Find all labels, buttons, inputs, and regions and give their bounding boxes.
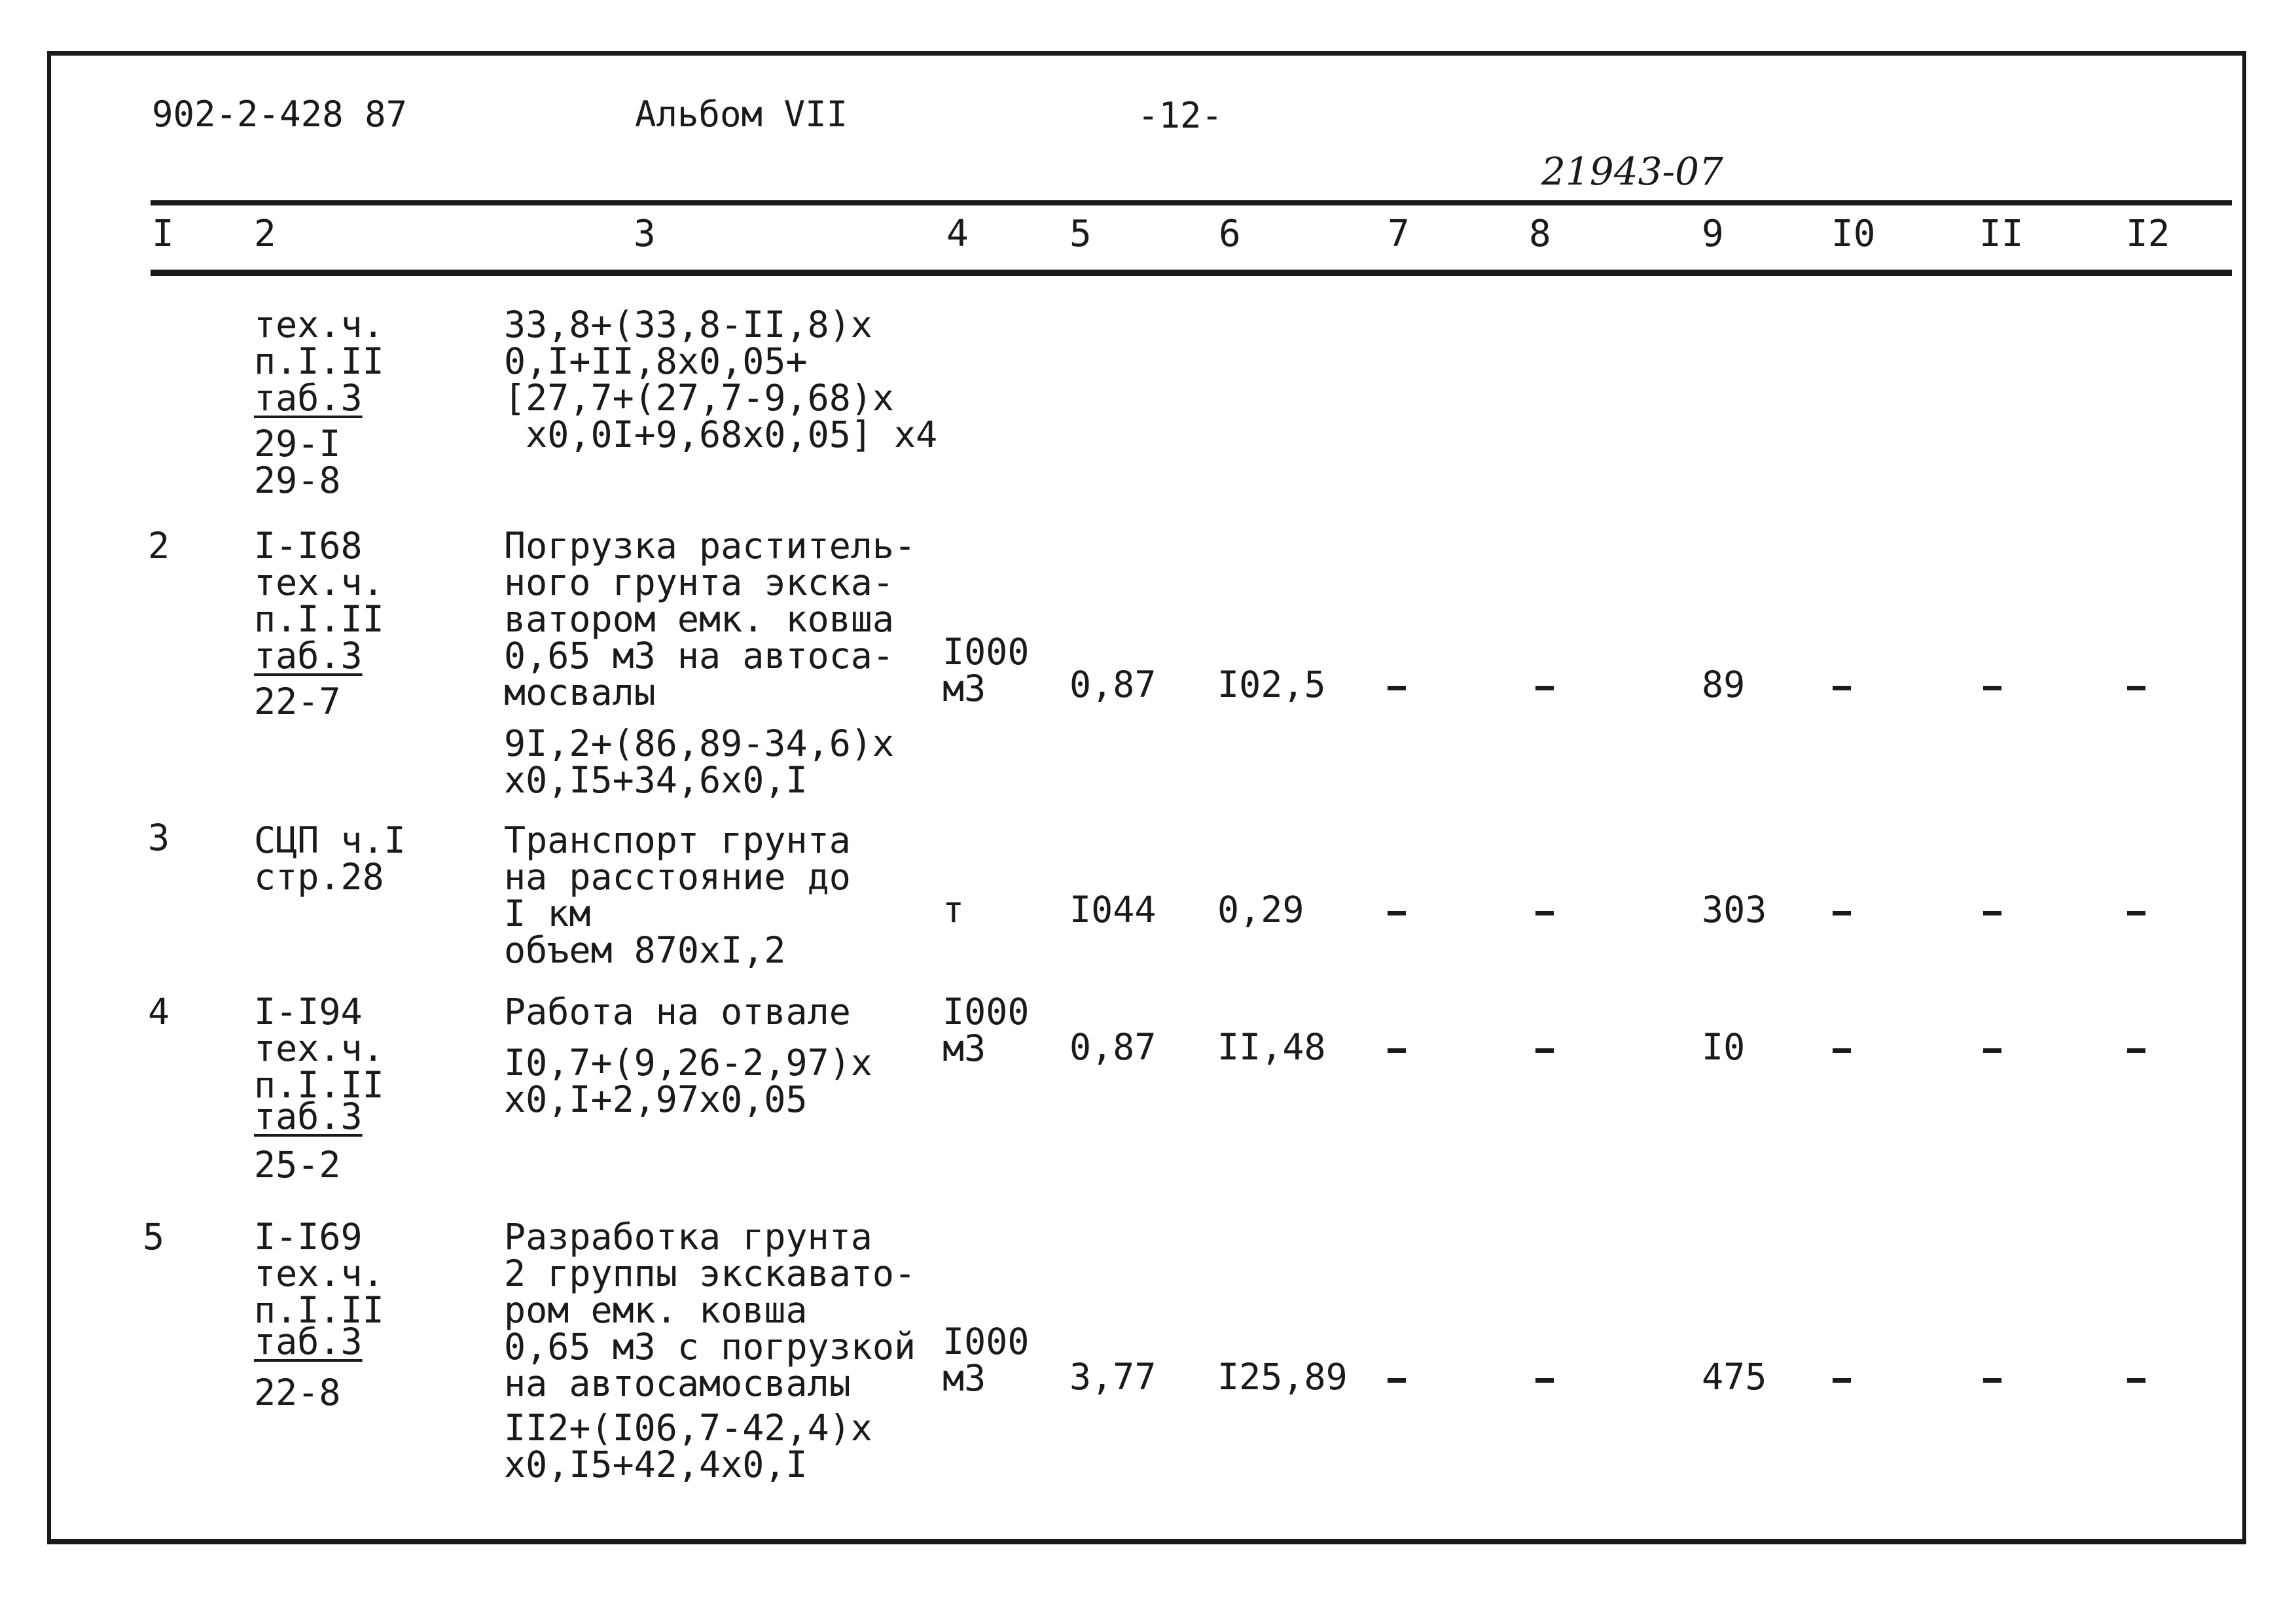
column-header: 7 (1388, 213, 1410, 255)
work-description: Погрузка раститель- ного грунта экска- ватором емк. ковша 0,65 м3 на автоса- мосвалы (504, 525, 916, 713)
column-header: I2 (2126, 213, 2170, 255)
reference-code: I-I94 тех.ч. п.I.II (254, 991, 384, 1106)
row-number: 2 (148, 525, 170, 567)
unit-of-measure: т (942, 889, 965, 931)
cell-col6: I25,89 (1217, 1356, 1348, 1398)
reference-code: I-I68 тех.ч. п.I.II (254, 525, 384, 640)
reference-code: 22-8 (254, 1372, 341, 1413)
unit-of-measure: I000 м3 (942, 1321, 1030, 1399)
empty-cell-dash (2127, 911, 2145, 915)
page-number: -12- (1138, 95, 1223, 136)
empty-cell-dash (1535, 1378, 1554, 1383)
column-header: I (152, 213, 174, 255)
calculation-formula: 9I,2+(86,89-34,6)x x0,I5+34,6x0,I (504, 722, 895, 801)
column-header: 4 (946, 213, 969, 255)
reference-code: I-I69 тех.ч. п.I.II (254, 1216, 384, 1331)
cell-col9: 303 (1702, 889, 1767, 931)
reference-code: СЦП ч.I стр.28 (254, 819, 406, 898)
cell-col6: 0,29 (1217, 889, 1304, 931)
album-label: Альбом VII (635, 94, 848, 135)
cell-col9: 89 (1702, 664, 1746, 705)
header-bottom-rule (151, 270, 2232, 276)
calculation-formula: 33,8+(33,8-II,8)x 0,I+II,8x0,05+ [27,7+(27,7-9,68)x x0,0I+9,68x0,05] x4 (504, 304, 938, 455)
reference-table: таб.3 (254, 1095, 363, 1137)
row-number: 4 (148, 991, 170, 1033)
empty-cell-dash (1535, 911, 1554, 915)
reference-code: тех.ч. п.I.II (254, 304, 384, 382)
reference-code: 25-2 (254, 1144, 341, 1186)
empty-cell-dash (1535, 686, 1554, 690)
cell-col9: I0 (1702, 1026, 1746, 1068)
unit-of-measure: I000 м3 (942, 631, 1030, 709)
empty-cell-dash (2127, 1378, 2145, 1383)
empty-cell-dash (1983, 911, 2001, 915)
cell-col6: I02,5 (1217, 664, 1326, 705)
empty-cell-dash (1388, 686, 1406, 690)
empty-cell-dash (1535, 1048, 1554, 1053)
empty-cell-dash (1388, 1378, 1406, 1383)
empty-cell-dash (1388, 911, 1406, 915)
reference-table: таб.3 (254, 377, 363, 419)
column-header: I0 (1831, 213, 1876, 255)
cell-col5: 3,77 (1069, 1356, 1157, 1398)
empty-cell-dash (1833, 686, 1851, 690)
column-header: 9 (1702, 213, 1724, 255)
empty-cell-dash (1983, 1378, 2001, 1383)
empty-cell-dash (2127, 1048, 2145, 1053)
work-description: Транспорт грунта на расстояние до I км объем 870xI,2 (504, 819, 851, 971)
reference-table: таб.3 (254, 635, 363, 677)
cell-col5: 0,87 (1069, 664, 1157, 705)
row-number: 3 (148, 817, 170, 859)
column-header: II (1979, 213, 2024, 255)
calculation-formula: I0,7+(9,26-2,97)x x0,I+2,97x0,05 (504, 1042, 872, 1120)
cell-col9: 475 (1702, 1356, 1767, 1398)
column-header: 6 (1219, 213, 1241, 255)
empty-cell-dash (1833, 1048, 1851, 1053)
reference-code: 22-7 (254, 681, 341, 722)
cell-col6: II,48 (1217, 1026, 1326, 1068)
unit-of-measure: I000 м3 (942, 991, 1030, 1069)
empty-cell-dash (1833, 1378, 1851, 1383)
document-code: 902-2-428 87 (152, 94, 408, 135)
cell-col5: 0,87 (1069, 1026, 1157, 1068)
empty-cell-dash (1983, 686, 2001, 690)
empty-cell-dash (1833, 911, 1851, 915)
reference-table: таб.3 (254, 1321, 363, 1362)
work-description: Работа на отвале (504, 991, 851, 1033)
header-top-rule (151, 200, 2232, 205)
column-header: 2 (254, 213, 276, 255)
inventory-number: 21943-07 (1541, 149, 1723, 194)
empty-cell-dash (1983, 1048, 2001, 1053)
work-description: Разработка грунта 2 группы экскавато- ром емк. ковша 0,65 м3 с погрузкой на автосамосвалы (504, 1216, 916, 1404)
calculation-formula: II2+(I06,7-42,4)x x0,I5+42,4x0,I (504, 1407, 872, 1485)
column-header: 8 (1529, 213, 1551, 255)
column-header: 5 (1069, 213, 1092, 255)
reference-code: 29-I 29-8 (254, 423, 341, 501)
row-number: 5 (143, 1216, 165, 1258)
empty-cell-dash (2127, 686, 2145, 690)
cell-col5: I044 (1069, 889, 1157, 931)
column-header: 3 (634, 213, 656, 255)
empty-cell-dash (1388, 1048, 1406, 1053)
